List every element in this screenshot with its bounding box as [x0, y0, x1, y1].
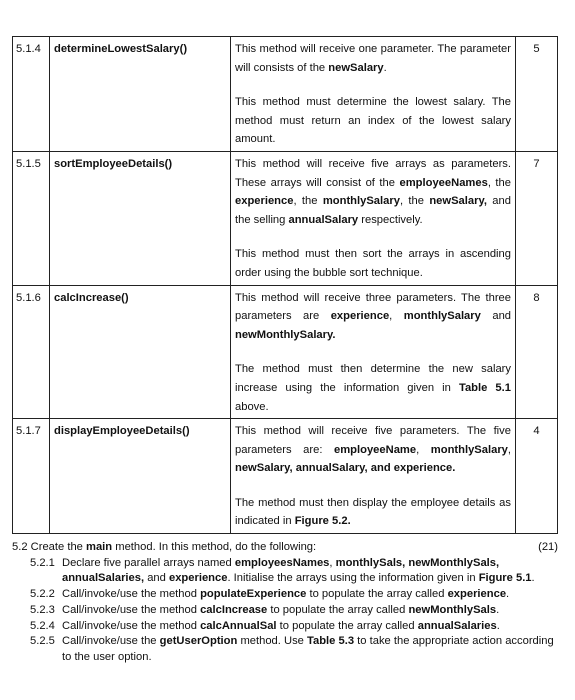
description-paragraph — [235, 155, 511, 229]
question-number: 5.1.6 — [13, 285, 50, 419]
text-run: method. In this method, do the following: — [112, 541, 317, 553]
method-description — [231, 37, 516, 152]
section-marks: (21) — [538, 541, 558, 553]
bold-term: annualSalaries — [417, 619, 497, 632]
bold-term: monthlySalary — [322, 195, 400, 208]
text-run: and — [480, 310, 512, 323]
bold-term: experience — [330, 310, 390, 323]
description-paragraph — [235, 422, 511, 478]
text-run: Call/invoke/use the method — [62, 588, 201, 601]
text-run: respectively. — [358, 213, 423, 226]
bold-term: newMonthlySals — [408, 603, 497, 616]
text-run: . — [383, 61, 387, 74]
text-run: This method will receive three parameters. The three parameters are — [235, 291, 511, 323]
bold-term: monthlySals, newMonthlySals, annualSalaries, — [62, 556, 500, 585]
item-number: 5.2.4 — [30, 619, 55, 632]
description-paragraph — [235, 245, 511, 282]
description-paragraph — [235, 289, 511, 345]
description-paragraph — [235, 93, 511, 149]
text-run: . — [496, 603, 500, 616]
bold-term: Table 5.3 — [307, 635, 355, 648]
method-description — [231, 151, 516, 285]
text-run: above. — [235, 400, 269, 413]
list-item — [30, 603, 558, 619]
method-name: displayEmployeeDetails() — [50, 419, 231, 534]
bold-term: experience — [447, 588, 507, 601]
text-run: . — [506, 588, 510, 601]
bold-term: annualSalary — [288, 213, 359, 226]
table-row — [13, 37, 558, 152]
bold-term: newSalary, annualSalary, and experience. — [235, 462, 456, 475]
bold-term: newMonthlySalary. — [235, 328, 336, 341]
item-number: 5.2.1 — [30, 556, 55, 569]
bold-term: employeeName — [334, 443, 417, 456]
text-run: to populate the array called — [276, 619, 418, 632]
method-name: determineLowestSalary() — [50, 37, 231, 152]
bold-term: experience — [235, 195, 294, 208]
text-run: , — [389, 310, 404, 323]
marks-cell: 7 — [516, 151, 558, 285]
text-run: and the selling — [235, 195, 511, 226]
bold-term: newSalary — [328, 61, 384, 74]
text-run: This method must determine the lowest salary. The method must return an index of the lowest salary amount. — [235, 96, 511, 146]
method-name: sortEmployeeDetails() — [50, 151, 231, 285]
text-run: and — [144, 572, 169, 585]
text-run: to populate the array called — [267, 603, 409, 616]
marks-cell: 5 — [516, 37, 558, 152]
question-number: 5.1.5 — [13, 151, 50, 285]
description-paragraph — [235, 360, 511, 416]
question-number: 5.1.7 — [13, 419, 50, 534]
list-item — [30, 556, 558, 587]
item-text — [62, 603, 558, 619]
text-run: 5.2 Create the — [12, 541, 87, 553]
item-number: 5.2.3 — [30, 603, 55, 616]
methods-table — [12, 36, 558, 534]
table-row — [13, 151, 558, 285]
marks-cell: 4 — [516, 419, 558, 534]
bold-term: experience — [168, 572, 228, 585]
item-text — [62, 587, 558, 603]
bold-term: Table 5.1 — [458, 381, 511, 394]
text-run: This method will receive five parameters. The five parameters are: — [235, 425, 511, 456]
bold-term: newSalary, — [429, 195, 487, 208]
text-run: Call/invoke/use the method — [62, 603, 201, 616]
question-number: 5.1.4 — [13, 37, 50, 152]
text-run: , the — [399, 195, 430, 208]
text-run: This method will receive one parameter. The parameter will consists of the — [235, 43, 511, 74]
text-run: , the — [293, 195, 323, 208]
section-5-2 — [12, 540, 558, 666]
description-paragraph — [235, 494, 511, 531]
item-text — [62, 619, 558, 635]
bold-term: main — [86, 541, 113, 553]
text-run: . — [531, 572, 535, 585]
bold-term: employeeNames — [399, 176, 488, 189]
bold-term: calcAnnualSal — [200, 619, 277, 632]
text-run: Call/invoke/use the method — [62, 619, 201, 632]
section-heading-row — [12, 540, 558, 556]
text-run: . Initialise the arrays using the information given in — [227, 572, 479, 585]
text-run: This method will receive five arrays as parameters. These arrays will consist of the — [235, 157, 511, 189]
item-text — [62, 634, 558, 665]
list-item — [30, 634, 558, 665]
text-run: , — [416, 443, 431, 456]
text-run: to populate the array called — [306, 588, 448, 601]
list-item — [30, 619, 558, 635]
text-run: , — [507, 443, 512, 456]
bold-term: Figure 5.2. — [294, 515, 351, 528]
method-description — [231, 419, 516, 534]
text-run: to take the appropriate action according to the user option. — [62, 635, 554, 663]
bold-term: Figure 5.1 — [478, 572, 532, 585]
bold-term: populateExperience — [200, 588, 307, 601]
bold-term: monthlySalary — [403, 310, 481, 323]
text-run: , the — [487, 176, 511, 189]
instruction-list — [30, 556, 558, 666]
bold-term: calcIncrease — [200, 603, 268, 616]
method-description — [231, 285, 516, 419]
text-run: The method must then determine the new salary increase using the information given in — [235, 363, 511, 394]
text-run: This method must then sort the arrays in ascending order using the bubble sort technique. — [235, 248, 511, 279]
text-run: Call/invoke/use the — [62, 635, 160, 648]
item-number: 5.2.5 — [30, 635, 55, 648]
description-paragraph — [235, 40, 511, 77]
text-run: . — [496, 619, 500, 632]
item-text — [62, 556, 558, 587]
section-heading — [12, 540, 316, 556]
bold-term: monthlySalary — [430, 443, 508, 456]
text-run: Declare five parallel arrays named — [62, 556, 235, 569]
bold-term: employeesNames — [234, 556, 330, 569]
table-row — [13, 285, 558, 419]
text-run: The method must then display the employee details as indicated in — [235, 496, 511, 528]
table-row — [13, 419, 558, 534]
text-run: method. Use — [237, 635, 307, 648]
method-name: calcIncrease() — [50, 285, 231, 419]
list-item — [30, 587, 558, 603]
item-number: 5.2.2 — [30, 588, 55, 601]
text-run: , — [329, 556, 336, 569]
marks-cell: 8 — [516, 285, 558, 419]
bold-term: getUserOption — [159, 635, 238, 648]
